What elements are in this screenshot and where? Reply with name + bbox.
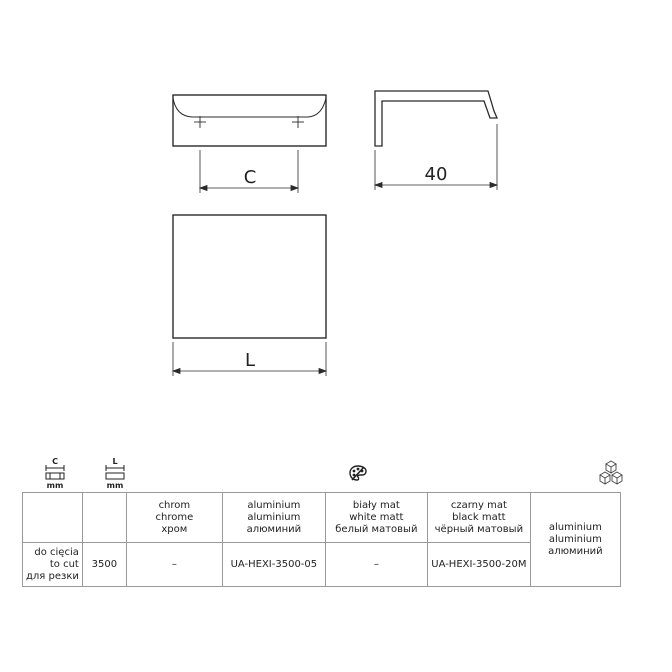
header-white-ru: белый матовый — [335, 523, 418, 535]
chrom-code-cell: – — [126, 543, 222, 587]
aluminium-code-cell: UA-HEXI-3500-05 — [222, 543, 325, 587]
material-en: aluminium — [548, 533, 602, 545]
cubes-icon — [598, 460, 624, 486]
header-chrom-ru: хром — [161, 523, 188, 535]
dimension-l-label: L — [244, 350, 256, 371]
material-cell — [530, 493, 620, 587]
white-code-cell: – — [325, 543, 427, 587]
header-chrom-en: chrome — [155, 511, 194, 523]
header-aluminium-en: aluminium — [247, 511, 301, 523]
header-black-matt — [427, 493, 530, 543]
screw-mark-left — [194, 116, 206, 128]
header-aluminium-ru: алюминий — [246, 523, 302, 535]
material-pl: aluminium — [548, 521, 602, 533]
black-code-cell: UA-HEXI-3500-20M — [427, 543, 530, 587]
product-spec-table — [22, 492, 621, 587]
header-chrom — [126, 493, 222, 543]
c-icon-letter: C — [52, 457, 58, 466]
l-icon-unit: mm — [106, 481, 124, 490]
c-value-en: to cut — [49, 558, 79, 570]
paint-palette-icon — [349, 464, 367, 482]
header-chrom-pl: chrom — [158, 499, 191, 511]
header-c-empty — [23, 493, 83, 543]
c-value-cell — [23, 543, 83, 587]
header-black-pl: czarny mat — [450, 499, 507, 511]
l-icon-letter: L — [112, 457, 118, 466]
c-value-pl: do cięcia — [34, 546, 79, 558]
header-black-ru: чёрный матовый — [434, 523, 524, 535]
header-white-matt — [325, 493, 427, 543]
dimension-depth-label: 40 — [424, 164, 448, 185]
c-dimension-icon — [44, 456, 66, 490]
header-white-pl: biały mat — [352, 499, 400, 511]
c-icon-unit: mm — [46, 481, 64, 490]
screw-mark-right — [292, 116, 304, 128]
header-aluminium — [222, 493, 325, 543]
header-aluminium-pl: aluminium — [247, 499, 301, 511]
l-dimension-icon — [104, 456, 126, 490]
dimension-c-label: C — [243, 167, 257, 188]
material-ru: алюминий — [548, 545, 603, 557]
table-header-row — [23, 493, 621, 543]
c-value-ru: для резки — [26, 570, 79, 582]
header-white-en: white matt — [349, 511, 404, 523]
header-l-empty — [82, 493, 126, 543]
header-black-en: black matt — [452, 511, 506, 523]
l-value-cell: 3500 — [82, 543, 126, 587]
